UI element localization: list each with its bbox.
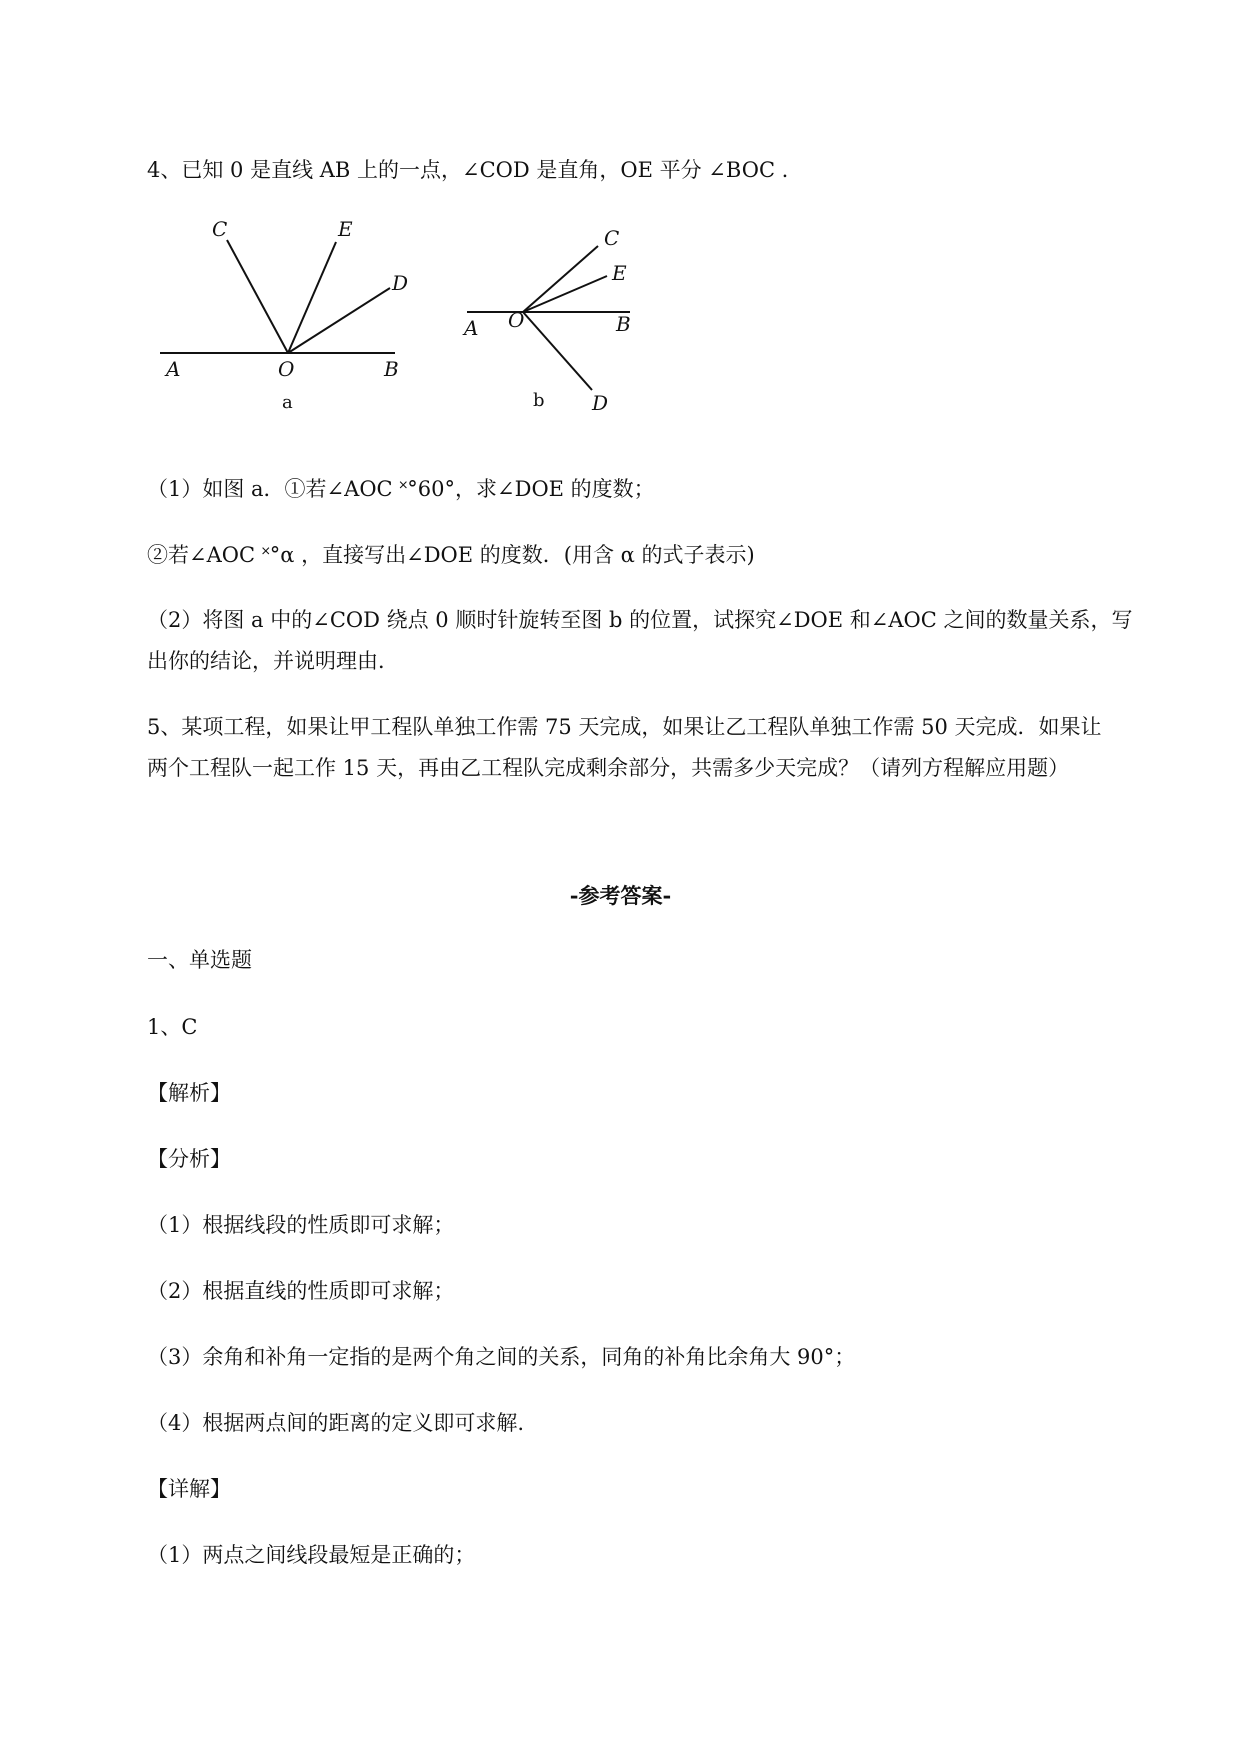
figure-b (462, 226, 631, 415)
detail-point-1: （1）两点之间线段最短是正确的； (147, 1543, 476, 1567)
part-1-line-1: （1）如图 a．①若∠AOC ˟°60°，求∠DOE 的度数； (147, 477, 655, 501)
figure-b-label-b: B (616, 312, 631, 336)
figure-b-caption: b (533, 390, 545, 411)
figure-a-caption: a (282, 392, 293, 413)
part-1-line-2: ②若∠AOC ˟°α ，直接写出∠DOE 的度数．(用含 α 的式子表示) (147, 543, 755, 567)
answer-title: -参考答案- (569, 883, 672, 908)
figure-b-label-d: D (592, 391, 609, 415)
figure-a-label-c: C (212, 220, 228, 241)
analysis-point-2: （2）根据直线的性质即可求解； (147, 1279, 455, 1303)
figure-b-label-o: O (508, 308, 525, 332)
answer-item-1: 1、C (147, 1015, 198, 1039)
figure-a-label-o: O (278, 357, 295, 381)
analysis-point-1: （1）根据线段的性质即可求解； (147, 1213, 455, 1237)
part-2-line-1: （2）将图 a 中的∠COD 绕点 0 顺时针旋转至图 b 的位置，试探究∠DOE 和∠AOC 之间的数量关系，写 (147, 608, 1133, 632)
section-heading: 一、单选题 (147, 948, 252, 972)
analysis-point-3: （3）余角和补角一定指的是两个角之间的关系，同角的补角比余角大 90°； (147, 1345, 856, 1369)
figure-a (160, 220, 408, 413)
question-4-stem: 4、已知 0 是直线 AB 上的一点，∠COD 是直角，OE 平分 ∠BOC . (147, 158, 789, 182)
fenxi-heading: 【分析】 (147, 1147, 231, 1171)
figure-a-label-e: E (338, 220, 353, 241)
part-2-line-2: 出你的结论，并说明理由． (147, 649, 399, 673)
analysis-point-4: （4）根据两点间的距离的定义即可求解. (147, 1411, 525, 1435)
question-5-line-1: 5、某项工程，如果让甲工程队单独工作需 75 天完成，如果让乙工程队单独工作需 50 天完成．如果让 (147, 715, 1102, 739)
figure-b-label-e: E (612, 261, 627, 285)
jiexi-heading: 【解析】 (147, 1081, 231, 1105)
xiangjie-heading: 【详解】 (147, 1477, 231, 1501)
figure-b-label-a: A (464, 316, 479, 340)
figure-a-label-b: B (384, 357, 399, 381)
figure-a-label-d: D (392, 271, 409, 295)
question-5-line-2: 两个工程队一起工作 15 天，再由乙工程队完成剩余部分，共需多少天完成？（请列方程解应用题） (147, 756, 1070, 780)
geometry-figures (150, 220, 650, 420)
figure-b-label-c: C (604, 226, 620, 250)
figure-a-label-a: A (166, 357, 181, 381)
